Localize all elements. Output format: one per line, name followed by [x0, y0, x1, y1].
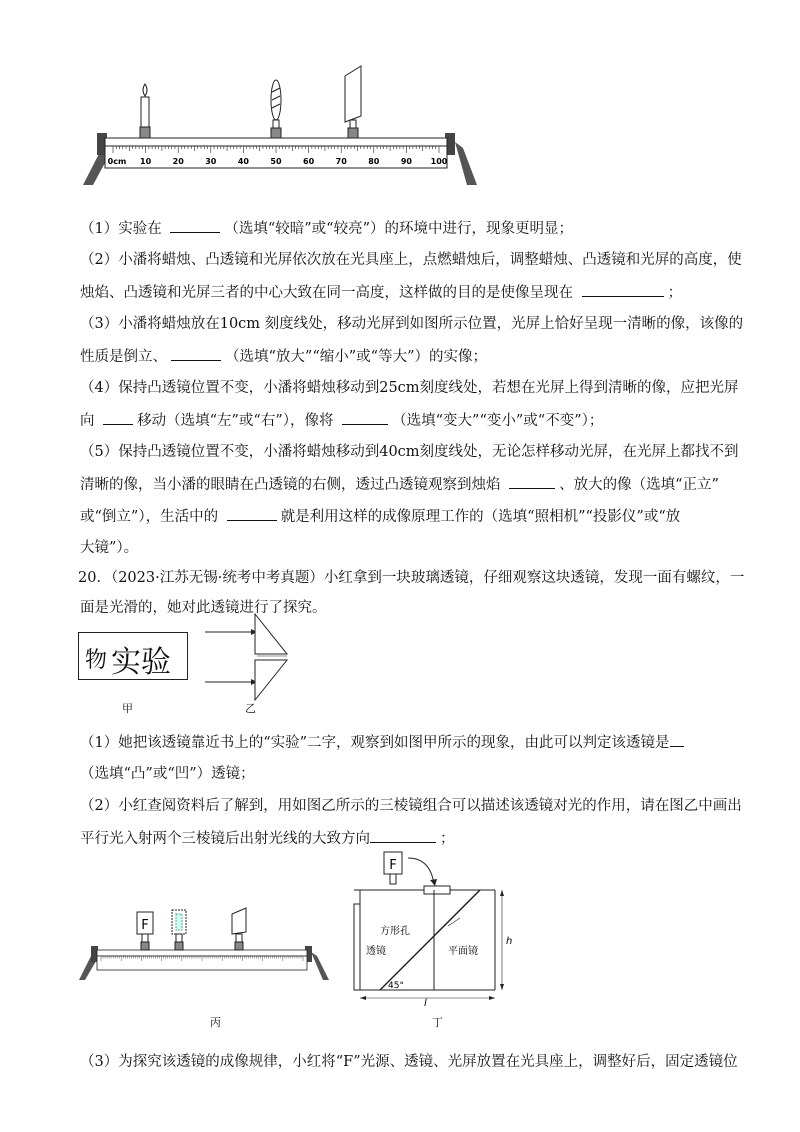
q19-p2-text-b: 烛焰、凸透镜和光屏三者的中心大致在同一高度，这样做的目的是使像呈现在: [80, 285, 578, 301]
q19-p3-text-c: （选填“放大”“缩小”或“等大”）的实像；: [225, 349, 487, 365]
q20-p1-text-a: （1）她把该透镜靠近书上的“实验”二字，观察到如图甲所示的现象，由此可以判定该透镜是: [80, 735, 670, 751]
q20-p1-text-b: （选填“凸”或“凹”）透镜；: [80, 766, 255, 782]
q19-part2-line2: [80, 282, 682, 303]
q19-part5-line3: [80, 506, 680, 527]
q19-p3-blank[interactable]: [171, 346, 221, 361]
figure-jia-box: [78, 632, 188, 680]
q19-part5-line1: [80, 442, 739, 462]
ding-lens-label: 透镜: [366, 946, 386, 957]
ruler-label: 0cm: [107, 157, 127, 166]
q19-part3-line2: [80, 346, 487, 367]
ding-hole-label: 方形孔: [380, 926, 410, 937]
ruler-label: 60: [303, 157, 315, 166]
figure-yi-label: 乙: [245, 702, 256, 715]
lower-prism: [255, 660, 287, 700]
bench-right-leg: [455, 142, 477, 185]
figure-ding-label: 丁: [432, 1016, 443, 1029]
ruler-label: 100: [430, 157, 448, 166]
q19-part1: [80, 218, 573, 239]
q20-p2-text-a: （2）小红查阅资料后了解到，用如图乙所示的三棱镜组合可以描述该透镜对光的作用，请在图乙中画出: [80, 798, 742, 814]
q20-part3-line1: [80, 1052, 738, 1072]
q19-p5-text-e: 就是利用这样的成像原理工作的（选填“照相机”“投影仪”或“放: [280, 509, 681, 525]
ding-f-letter: F: [389, 858, 397, 873]
q19-p5-blank1[interactable]: [509, 474, 555, 489]
light-screen: [345, 66, 361, 138]
q19-p2-text-a: （2）小潘将蜡烛、凸透镜和光屏依次放在光具座上，点燃蜡烛后，调整蜡烛、凸透镜和光屏的高度，使: [80, 252, 742, 268]
q19-p5-text-a: （5）保持凸透镜位置不变，小潘将蜡烛移动到40cm刻度线处，无论怎样移动光屏，在光屏上都找不到: [80, 444, 739, 460]
figure-bing-label: 丙: [210, 1016, 221, 1029]
ding-angle-label: 45°: [388, 981, 404, 991]
ruler-label: 20: [172, 157, 184, 166]
ruler-label: 40: [237, 157, 249, 166]
q19-p5-blank2[interactable]: [227, 506, 277, 521]
q19-part5-line4: [80, 538, 138, 558]
f-source-letter: F: [141, 918, 149, 933]
q19-part4-line2: [80, 410, 603, 431]
ding-lens: [354, 904, 360, 990]
q19-p4-text-c: 移动（选填“左”或“右”），像将: [137, 413, 339, 429]
q20-intro-text-1: 20．（2023·江苏无锡·统考中考真题）小红拿到一块玻璃透镜，仔细观察这块透镜，发现一面有螺纹，一: [78, 570, 745, 586]
q19-p3-text-b: 性质是倒立、: [80, 349, 167, 365]
q19-p1-blank[interactable]: [170, 218, 220, 233]
q20-intro-line1: [78, 568, 744, 588]
figure-jia-label: 甲: [122, 702, 133, 715]
q19-p3-text-a: （3）小潘将蜡烛放在10cm 刻度线处，移动光屏到如图所示位置，光屏上恰好呈现一清晰的像，该像的: [80, 316, 744, 332]
ding-h-label: h: [506, 936, 513, 947]
ruler-label: 80: [368, 157, 380, 166]
bing-screen: [232, 908, 246, 950]
q19-p4-blank1[interactable]: [103, 410, 133, 425]
convex-lens: [271, 80, 281, 138]
ruler-label: 10: [140, 157, 152, 166]
figure-ding-box: [340, 848, 520, 1008]
q19-p5-text-b: 清晰的像，当小潘的眼睛在凸透镜的右侧，透过凸透镜观察到烛焰: [80, 477, 506, 493]
figure-yi-prisms: [205, 612, 315, 707]
ding-mirror-label: 平面镜: [448, 946, 478, 957]
candle: [140, 84, 150, 138]
q20-intro-text-2: 面是光滑的，她对此透镜进行了探究。: [80, 600, 327, 616]
optical-bench-figure: [75, 70, 485, 190]
bing-lens: [172, 910, 186, 950]
q19-p1-text-a: （1）实验在: [80, 221, 167, 237]
figure-jia-big-chars: 实验: [111, 645, 171, 680]
q20-part2-line2: [80, 828, 455, 849]
figure-jia-small-char: 物: [85, 648, 108, 673]
q19-p2-text-c: ；: [667, 285, 683, 301]
q19-part3-line1: [80, 314, 743, 334]
q20-p1-blank[interactable]: [670, 732, 684, 747]
ruler-label: 30: [205, 157, 217, 166]
q20-p2-text-c: ；: [440, 831, 455, 847]
upper-prism: [255, 614, 287, 654]
q20-p2-blank[interactable]: [370, 828, 436, 843]
q20-part1-line2: [80, 764, 255, 784]
ding-l-label: l: [424, 998, 427, 1009]
q19-p4-blank2[interactable]: [342, 410, 388, 425]
f-light-source: [137, 912, 153, 950]
q19-p5-text-d: 或“倒立”），生活中的: [80, 509, 223, 525]
q20-p2-text-b: 平行光入射两个三棱镜后出射光线的大致方向: [80, 831, 370, 847]
q19-p4-text-a: （4）保持凸透镜位置不变，小潘将蜡烛移动到25cm刻度线处，若想在光屏上得到清晰的像，应把光屏: [80, 380, 739, 396]
ruler-label: 70: [335, 157, 347, 166]
q20-p3-text-a: （3）为探究该透镜的成像规律，小红将“F”光源、透镜、光屏放置在光具座上，调整好后，固定透镜位: [80, 1054, 738, 1070]
q19-p2-blank[interactable]: [582, 282, 664, 297]
bench-rail: [105, 138, 447, 146]
q19-p5-text-c: 、放大的像（选填“正立”: [559, 477, 719, 493]
q19-p5-text-f: 大镜”）。: [80, 540, 139, 556]
q20-part1-line1: [80, 732, 688, 753]
q20-part2-line1: [80, 796, 742, 816]
q19-part5-line2: [80, 474, 719, 495]
q19-p1-text-b: （选填“较暗”或“较亮”）的环境中进行，现象更明显；: [224, 221, 573, 237]
q19-p4-text-d: （选填“变大”“变小”或“不变”）；: [392, 413, 604, 429]
figure-bing-bench: [75, 900, 335, 985]
q19-p4-text-b: 向: [80, 413, 100, 429]
q19-part2-line1: [80, 250, 742, 270]
q19-part4-line1: [80, 378, 739, 398]
ruler-label: 50: [270, 157, 282, 166]
ding-mirror: [380, 890, 480, 990]
ruler-label: 90: [400, 157, 412, 166]
